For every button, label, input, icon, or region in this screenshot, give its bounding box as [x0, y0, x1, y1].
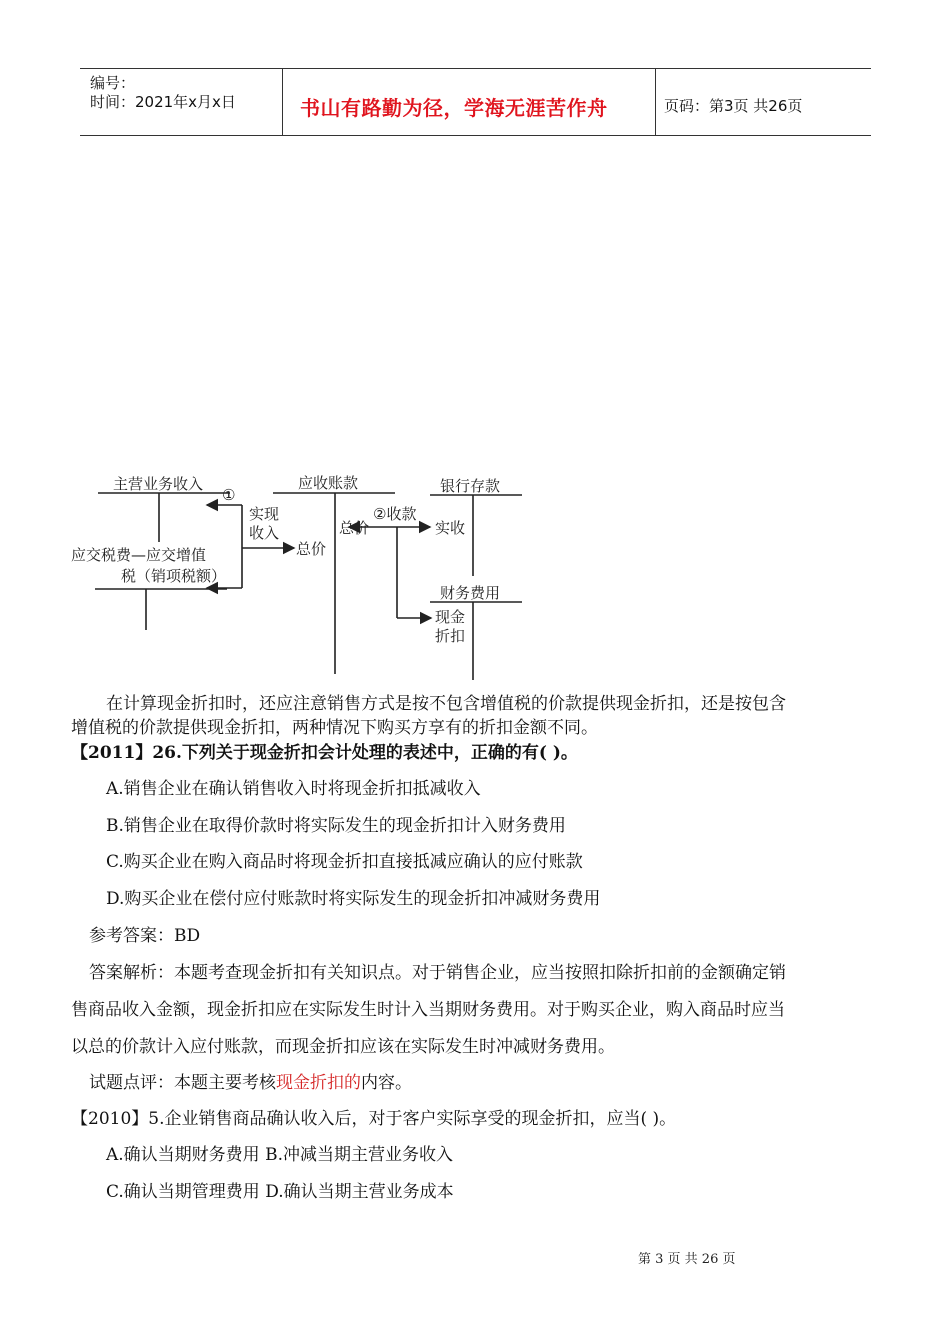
page-code-label: 页码：第3页 共26页 [664, 97, 803, 115]
time-label: 时间：2021年x月x日 [90, 93, 236, 111]
total-price-right: 总价 [339, 519, 370, 537]
acct-tax-title-line2: 税（销项税额） [121, 567, 227, 585]
header-top-rule [80, 68, 871, 69]
question-2011-analysis-line3: 以总的价款计入应付账款，而现金折扣应该在实际发生时冲减财务费用。 [71, 1037, 615, 1057]
cash-discount-line2: 折扣 [435, 627, 466, 645]
acct-finance-title: 财务费用 [440, 584, 501, 602]
t-account-diagram [60, 460, 540, 680]
question-2011-analysis-line2: 售商品收入金额，现金折扣应在实际发生时计入当期财务费用。对于购买企业，购入商品时应当 [71, 1000, 785, 1020]
cash-discount-line1: 现金 [435, 608, 466, 626]
acct-tax-title-line1: 应交税费—应交增值 [71, 546, 207, 564]
header-motto: 书山有路勤为径，学海无涯苦作舟 [300, 96, 608, 120]
question-2010-options-cd: C.确认当期管理费用 D.确认当期主营业务成本 [106, 1182, 454, 1202]
acct-main-revenue-title: 主营业务收入 [113, 475, 204, 493]
question-2010-title: 【2010】5.企业销售商品确认收入后，对于客户实际享受的现金折扣，应当( )。 [71, 1109, 677, 1129]
question-2011-answer: 参考答案：BD [89, 926, 201, 946]
question-2011-analysis-line1: 答案解析：本题考查现金折扣有关知识点。对于销售企业，应当按照扣除折扣前的金额确定销 [89, 963, 786, 983]
question-2010-options-ab: A.确认当期财务费用 B.冲减当期主营业务收入 [106, 1145, 453, 1165]
question-2011-option-c: C.购买企业在购入商品时将现金折扣直接抵减应确认的应付账款 [106, 852, 583, 872]
review-prefix: 试题点评：本题主要考核 [89, 1073, 276, 1093]
header-divider-left [282, 68, 283, 136]
question-2011-review [89, 1071, 412, 1095]
question-2011-title: 【2011】26.下列关于现金折扣会计处理的表述中，正确的有( )。 [71, 743, 578, 763]
realize-label-line1: 实现 [249, 505, 280, 523]
step-1-marker: ① [222, 486, 236, 504]
review-topic-link[interactable]: 现金折扣的 [276, 1073, 361, 1093]
serial-number-label: 编号： [90, 74, 136, 92]
acct-receivable-title: 应收账款 [298, 474, 359, 492]
question-2011-option-a: A.销售企业在确认销售收入时将现金折扣抵减收入 [106, 779, 481, 799]
question-2011-option-d: D.购买企业在偿付应付账款时将实际发生的现金折扣冲减财务费用 [106, 889, 601, 909]
realize-label-line2: 收入 [249, 524, 280, 542]
header-bottom-rule [80, 135, 871, 136]
question-2011-option-b: B.销售企业在取得价款时将实际发生的现金折扣计入财务费用 [106, 816, 566, 836]
actual-received-label: 实收 [435, 519, 466, 537]
para-note-line2: 增值税的价款提供现金折扣，两种情况下购买方享有的折扣金额不同。 [71, 718, 598, 738]
review-suffix: 内容。 [361, 1073, 412, 1093]
total-price-left: 总价 [296, 540, 327, 558]
acct-bank-title: 银行存款 [440, 477, 501, 495]
header-divider-right [655, 68, 656, 136]
collect-label: ②收款 [373, 505, 417, 523]
para-note-line1: 在计算现金折扣时，还应注意销售方式是按不包含增值税的价款提供现金折扣，还是按包含 [106, 694, 786, 714]
page-footer: 第 3 页 共 26 页 [638, 1252, 736, 1267]
